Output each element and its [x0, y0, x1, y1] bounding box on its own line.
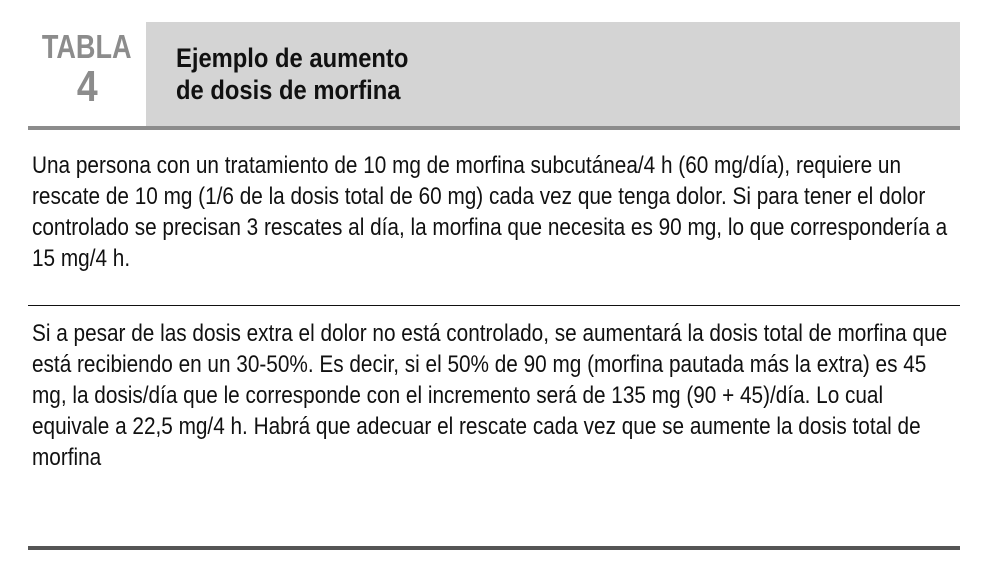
table-number: 4 — [76, 62, 98, 111]
table-word: TABLA — [42, 28, 132, 65]
paragraph-2-text: Si a pesar de las dosis extra el dolor no está controlado, se aumentará la dosis total de morfina que está recibiendo en un 30-50%. Es decir, si el 50% de 90 mg (morfina pautada más la extra) es 45 mg, la dosis/día que le corresponde con el incremento será de 135 mg (90 + 45)/día. Lo cual equivale a 22,5 mg/4 h. Habrá que adecuar el rescate cada vez que se aumente la dosis total de morfina — [32, 320, 948, 471]
table-header — [28, 22, 960, 130]
table-box — [28, 22, 960, 550]
paragraph-2 — [28, 306, 960, 550]
table-title-line-2: de dosis de morfina — [176, 75, 401, 105]
paragraph-1-text: Una persona con un tratamiento de 10 mg de morfina subcutánea/4 h (60 mg/día), requiere un rescate de 10 mg (1/6 de la dosis total de 60 mg) cada vez que tenga dolor. Si para tener el dolor controlado se precisan 3 rescates al día, la morfina que necesita es 90 mg, lo que correspondería a 15 mg/4 h. — [32, 152, 948, 272]
paragraph-1 — [28, 130, 960, 306]
title-panel — [146, 22, 960, 126]
table-title-line-1: Ejemplo de aumento — [176, 43, 409, 73]
table-label — [28, 22, 146, 126]
